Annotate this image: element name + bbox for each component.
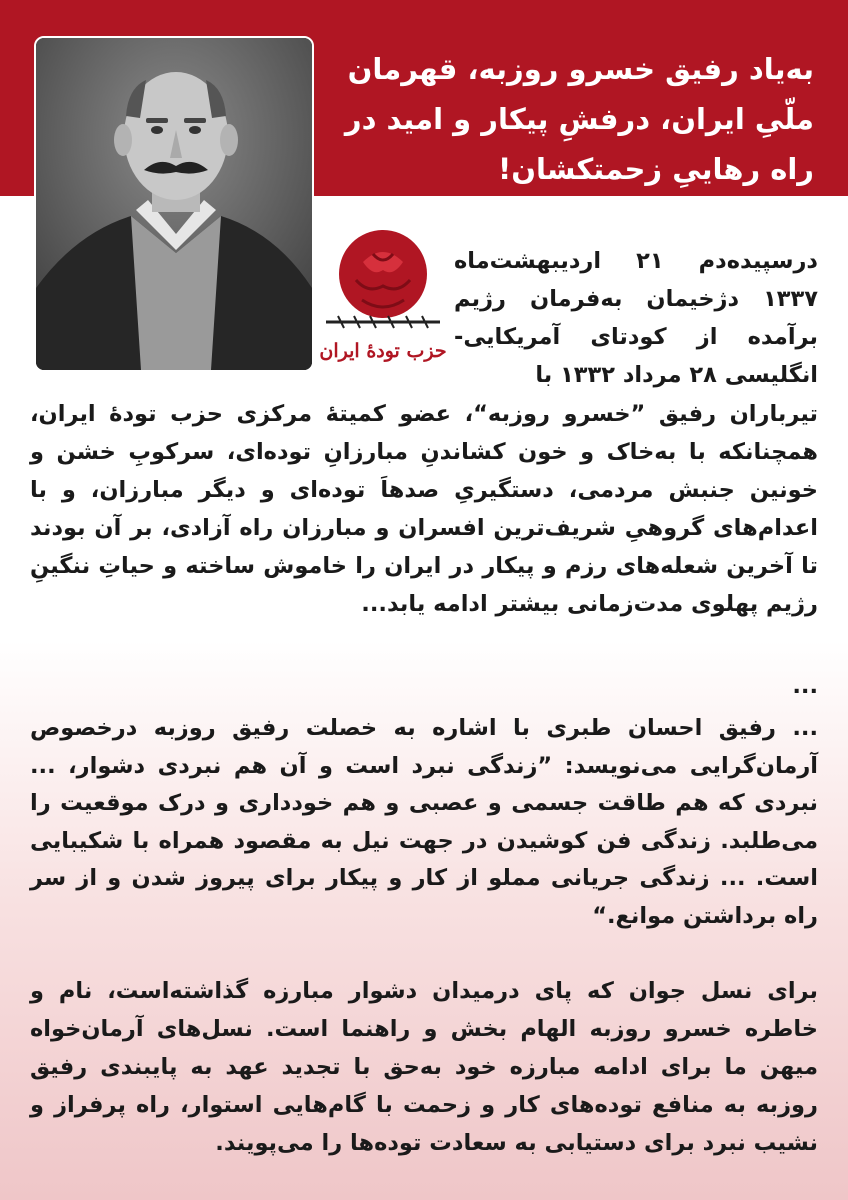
portrait-photo [34,36,314,372]
party-name-label: حزب تودهٔ ایران [319,340,447,362]
body-paragraph-3: برای نسل جوان که پای درمیدان دشوار مبارزه گذاشته‌است، نام و خاطره خسرو روزبه الهام بخش و راهنما است. نسل‌های آرمان‌خواه میهن ما برای ادامه مبارزه خود به‌حق با تجدید عهد به پایبندی رفیق روزبه به منافع توده‌های کار و زحمت با گام‌هایی استوار، راه پرفراز و نشیب نبرد برای دستیابی به سعادت توده‌ها را می‌پویند. [30,978,818,1156]
body-paragraph-2: ... رفیق احسان طبری با اشاره به خصلت رفیق روزبه درخصوص آرمان‌گرایی می‌نویسد: ”زندگی نبرد است و آن هم نبردی دشوار، ... نبردی که هم طاقت جسمی و عصبی و هم خودداری و درک موقعیت را می‌طلبد. زندگی فن کوشیدن در جهت نیل به مقصود همراه با شکیبایی است. ... زندگی جریانی مملو از کار و پیکار برای پیروز شدن و از سر راه برداشتن موانع.“ [30,715,818,929]
ellipsis-separator: ... [792,673,818,699]
page-title: به‌یاد رفیق خسرو روزبه، قهرمان ملّیِ ایران، درفشِ پیکار و امید در راه رهاییِ زحمتکشان! [344,52,814,186]
intro-paragraph: درسپیده‌دم ۲۱ اردیبهشت‌ماه ۱۳۳۷ دژخیمان به‌فرمان رژیم برآمده از کودتای آمریکایی- انگلیسی ۲۸ مرداد ۱۳۳۲ با [454,248,818,388]
body-paragraph-1: تیرباران رفیق ”خسرو روزبه“، عضو کمیتهٔ مرکزی حزب تودهٔ ایران، همچنانکه با به‌خاک و خون کشاندنِ مبارزانِ توده‌ای، سرکوبِ خشن و خونین جنبش مردمی، دستگیریِ صدهاَ توده‌ای و دیگر مبارزان، و با اعدام‌های گروهیِ شریف‌ترین افسران و مبارزان راه آزادی، بر آن بودند تا آخرین شعله‌های رزم و پیکار در ایران را خاموش ساخته و حیاتِ ننگینِ رژیم پهلوی مدت‌زمانی بیشتر ادامه یابد... [30,401,818,617]
